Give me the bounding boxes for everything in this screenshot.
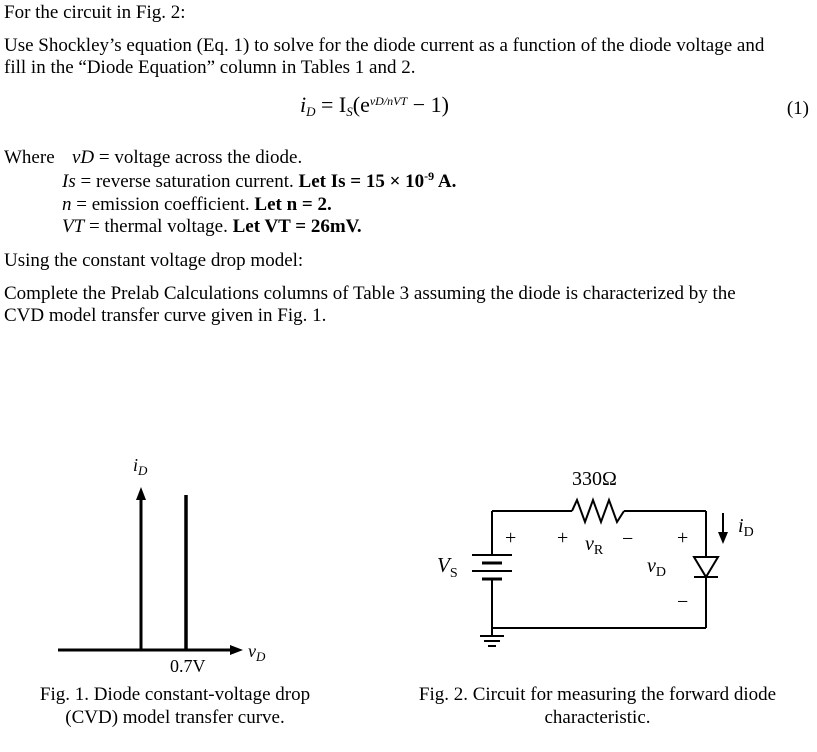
fig2-resistor [572, 500, 624, 522]
shockley-equation [300, 92, 449, 118]
fig2-current-arrow-head [718, 532, 728, 544]
eq-equals: = I [315, 92, 347, 117]
fig2-vd-minus: − [677, 591, 689, 613]
eq-lhs-sub: D [306, 104, 316, 119]
fig1-x-arrow [230, 645, 243, 655]
fig2-diode [694, 557, 718, 577]
fig2-resistor-value: 330Ω [572, 468, 617, 490]
eq-exponent: vD/nVT [369, 94, 408, 108]
fig2-circuit [425, 460, 785, 660]
instruction-line-1: Use Shockley’s equation (Eq. 1) to solve for the diode current as a function of the diode voltage and [4, 35, 765, 56]
def-vd: vD = voltage across the diode. [72, 147, 303, 168]
fig2-vr-label: $v_R$ [585, 533, 604, 558]
def-vt: VT = thermal voltage. Let VT = 26mV. [62, 216, 362, 237]
complete-line-1: Complete the Prelab Calculations columns of Table 3 assuming the diode is characterized by the [4, 283, 736, 304]
fig1-y-arrow [136, 487, 146, 500]
def-n: n = emission coefficient. Let n = 2. [62, 194, 332, 215]
fig2-vr-minus: − [622, 528, 634, 550]
equation-number: (1) [786, 98, 809, 119]
fig1-threshold-label: 0.7V [170, 656, 206, 676]
cvd-heading: Using the constant voltage drop model: [4, 250, 304, 271]
eq-close: − 1) [407, 92, 449, 117]
fig2-source-label: $V_S$ [437, 553, 458, 581]
fig1-y-label: $i_D$ [133, 455, 148, 478]
fig2-id-label: $i_D$ [738, 515, 754, 540]
fig2-vd-plus: + [677, 527, 689, 549]
complete-line-2: CVD model transfer curve given in Fig. 1. [4, 305, 327, 326]
instruction-line-2: fill in the “Diode Equation” column in Tables 1 and 2. [4, 57, 416, 78]
eq-open: (e [352, 92, 370, 117]
fig2-caption: Fig. 2. Circuit for measuring the forward diode characteristic. [418, 684, 777, 728]
fig2-vd-label: $v_D$ [647, 555, 667, 580]
fig1-x-label: $v_D$ [248, 641, 266, 664]
fig1-cvd-plot [40, 455, 300, 675]
fig2-vr-plus: + [557, 527, 569, 549]
fig2-source-plus: + [505, 527, 517, 549]
eq-lhs: i [300, 92, 307, 117]
fig1-caption: Fig. 1. Diode constant-voltage drop (CVD) model transfer curve. [39, 684, 311, 728]
def-is: Is = reverse saturation current. Let $Is = 15 \times 10^{-9}$ A. [62, 169, 457, 192]
eq-is-sub: S [346, 104, 353, 119]
where-label: Where [4, 147, 55, 168]
intro-text: For the circuit in Fig. 2: [4, 2, 186, 23]
